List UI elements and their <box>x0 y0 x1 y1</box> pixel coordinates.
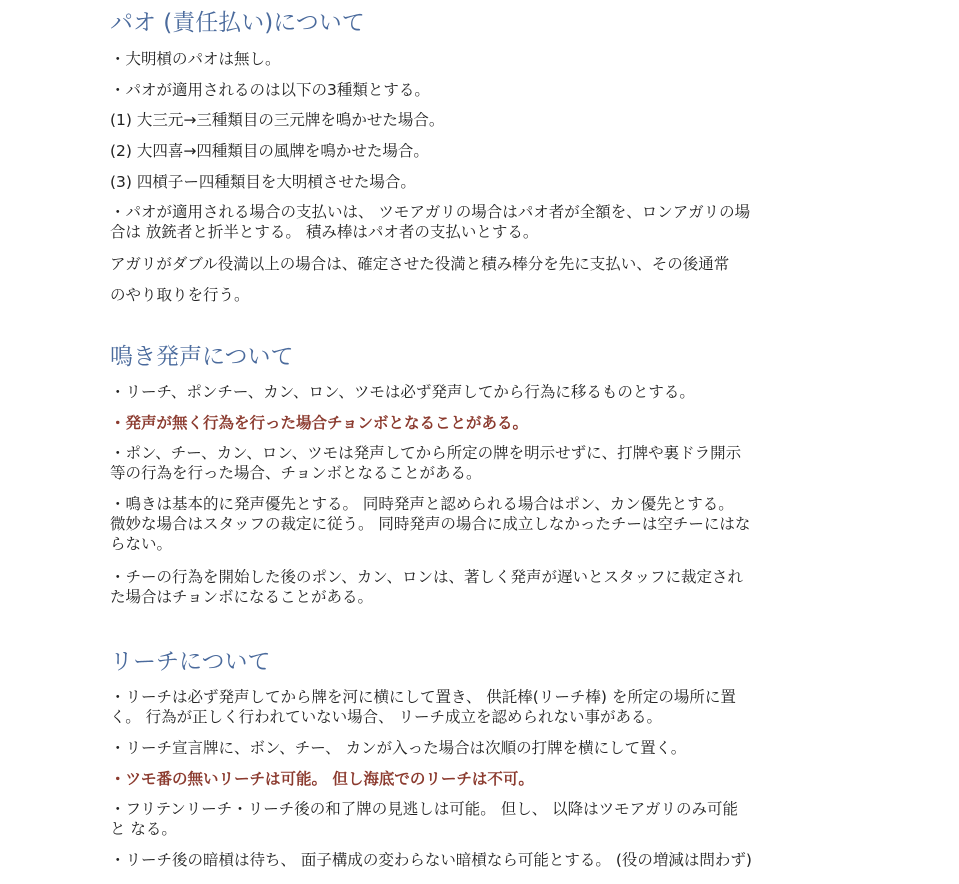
paragraph: ・パオが適用されるのは以下の3種類とする。 <box>110 81 430 99</box>
section-title-riichi: リーチについて <box>110 649 271 675</box>
paragraph: ・リーチは必ず発声してから牌を河に横にして置き、 供託棒(リーチ棒) を所定の場所に置 く。 行為が正しく行われていない場合、 リーチ成立を認められない事がある。 <box>110 688 736 726</box>
emphasized-paragraph: ・ツモ番の無いリーチは可能。 但し海底でのリーチは不可。 <box>110 770 534 788</box>
paragraph: ・リーチ、ポンチー、カン、ロン、ツモは必ず発声してから行為に移るものとする。 <box>110 383 695 401</box>
paragraph: ・パオが適用される場合の支払いは、 ツモアガリの場合はパオ者が全額を、ロンアガリの場 合は 放銃者と折半とする。 積み棒はパオ者の支払いとする。 <box>110 203 751 241</box>
paragraph: (3) 四槓子ー四種類目を大明槓させた場合。 <box>110 173 416 191</box>
paragraph: ・チーの行為を開始した後のポン、カン、ロンは、著しく発声が遅いとスタッフに裁定され た場合はチョンボになることがある。 <box>110 568 744 606</box>
paragraph: ・リーチ宣言牌に、ボン、チー、 カンが入った場合は次順の打牌を横にして置く。 <box>110 739 687 757</box>
paragraph: ・リーチ後の暗槓は待ち、 面子構成の変わらない暗槓なら可能とする。 (役の増減は問わず) <box>110 851 752 869</box>
paragraph: ・鳴きは基本的に発声優先とする。 同時発声と認められる場合はポン、カン優先とする。 微妙な場合はスタッフの裁定に従う。 同時発声の場合に成立しなかったチーは空チーにはな らない。 <box>110 495 751 553</box>
paragraph: (1) 大三元→三種類目の三元牌を鳴かせた場合。 <box>110 111 445 129</box>
emphasized-paragraph: ・発声が無く行為を行った場合チョンボとなることがある。 <box>110 414 529 432</box>
paragraph: のやり取りを行う。 <box>110 286 250 304</box>
paragraph: ・ポン、チー、カン、ロン、ツモは発声してから所定の牌を明示せずに、打牌や裏ドラ開示 等の行為を行った場合、チョンボとなることがある。 <box>110 444 742 482</box>
section-title-naki: 鳴き発声について <box>110 344 294 370</box>
paragraph: (2) 大四喜→四種類目の風牌を鳴かせた場合。 <box>110 142 429 160</box>
paragraph: ・大明槓のパオは無し。 <box>110 50 281 68</box>
section-title-pao: パオ (責任払い)について <box>110 10 365 36</box>
paragraph: アガリがダブル役満以上の場合は、確定させた役満と積み棒分を先に支払い、その後通常 <box>110 255 730 273</box>
paragraph: ・フリテンリーチ・リーチ後の和了牌の見逃しは可能。 但し、 以降はツモアガリのみ可能 と なる。 <box>110 800 738 838</box>
